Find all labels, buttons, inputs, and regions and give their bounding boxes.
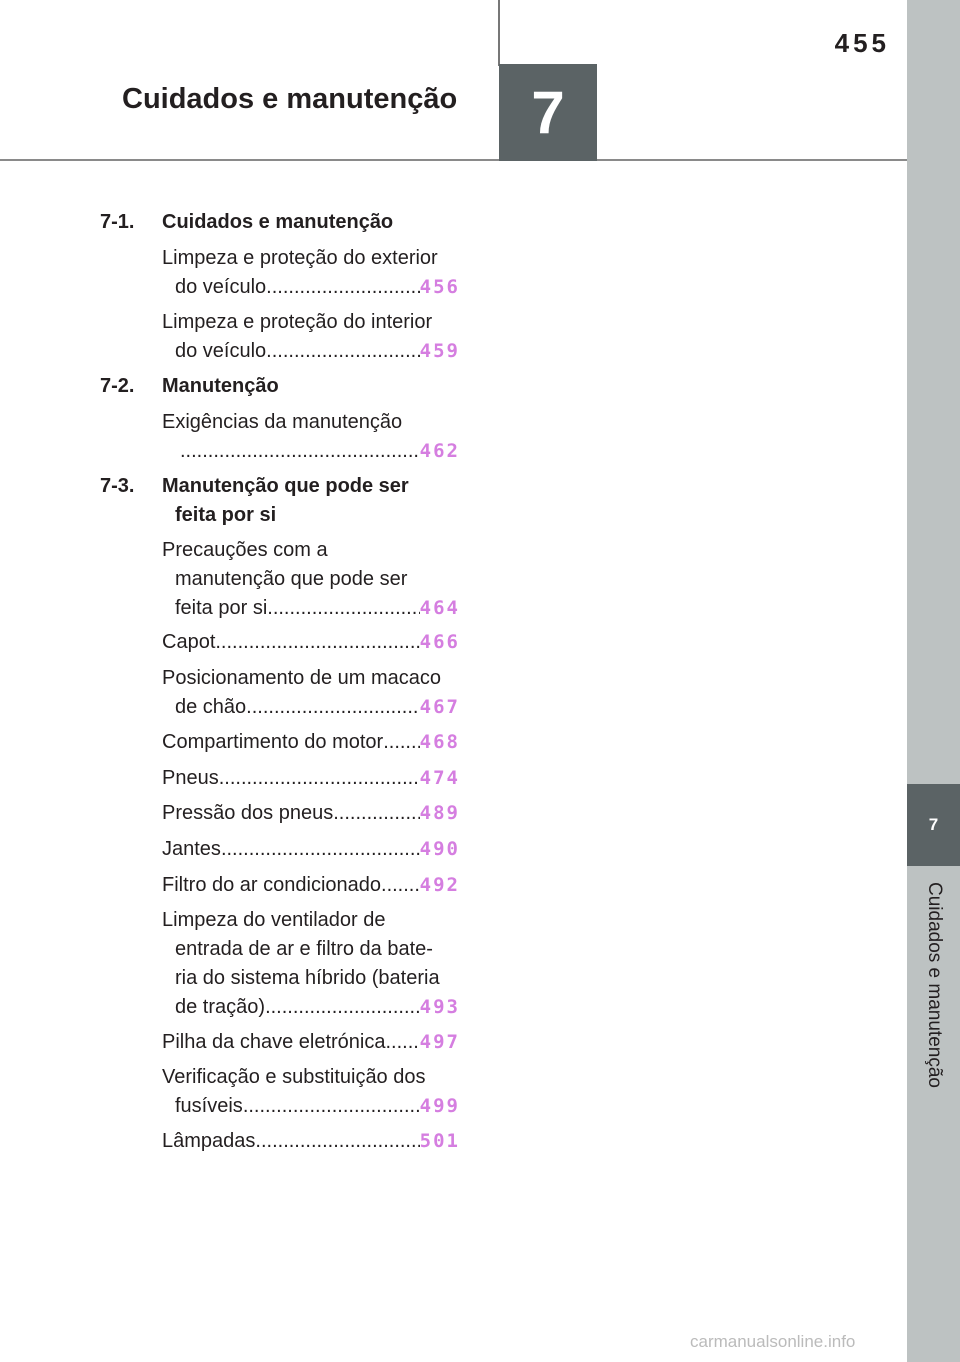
entry-text: entrada de ar e filtro da bate- — [175, 938, 433, 960]
entry-text: manutenção que pode ser — [175, 568, 408, 590]
entry-text: Filtro do ar condicionado — [162, 874, 382, 896]
page-ref[interactable]: 466 — [419, 631, 460, 653]
section-number: 7-1. — [100, 211, 135, 233]
dot-leader — [180, 437, 420, 466]
side-thumb-band — [907, 0, 960, 1362]
dot-leader — [266, 273, 420, 302]
dot-leader — [267, 594, 419, 623]
toc-entry-ventilador[interactable] — [162, 906, 460, 1022]
dot-leader — [333, 799, 419, 828]
page-ref[interactable]: 499 — [419, 1095, 460, 1117]
header-divider-horizontal — [0, 159, 907, 161]
side-tab-number: 7 — [928, 815, 939, 834]
page-ref[interactable]: 474 — [419, 767, 460, 789]
dot-leader — [221, 835, 420, 864]
page-ref[interactable]: 459 — [419, 340, 460, 362]
entry-text: do veículo — [175, 340, 267, 362]
section-title: Cuidados e manutenção — [162, 211, 394, 233]
page-ref[interactable]: 493 — [419, 996, 460, 1018]
toc-entry-pilha[interactable] — [162, 1028, 460, 1057]
chapter-number-box — [499, 64, 597, 161]
entry-text: de tração) — [175, 996, 266, 1018]
toc-entry-exigencias[interactable] — [162, 408, 460, 466]
toc-entry-macaco[interactable] — [162, 664, 460, 722]
toc-entry-exterior[interactable] — [162, 244, 460, 302]
page-ref[interactable]: 490 — [419, 838, 460, 860]
dot-leader — [265, 993, 420, 1022]
dot-leader — [243, 1092, 420, 1121]
page-ref[interactable]: 489 — [419, 802, 460, 824]
entry-text: Limpeza do ventilador de — [162, 909, 386, 931]
entry-text: Pilha da chave eletrónica — [162, 1031, 386, 1053]
entry-text: Compartimento do motor — [162, 731, 384, 753]
toc-entry-motor[interactable] — [162, 728, 460, 757]
toc-entry-pressao[interactable] — [162, 799, 460, 828]
dot-leader — [385, 1028, 419, 1057]
toc-entry-fusiveis[interactable] — [162, 1063, 460, 1121]
page-ref[interactable]: 456 — [419, 276, 460, 298]
entry-text: Pressão dos pneus — [162, 802, 334, 824]
side-chapter-label — [916, 882, 952, 1122]
entry-text: Precauções com a — [162, 539, 328, 561]
watermark: carmanualsonline.info — [690, 1332, 856, 1351]
entry-text: Posicionamento de um macaco — [162, 667, 442, 689]
entry-text: Capot — [162, 631, 216, 653]
page-ref[interactable]: 467 — [419, 696, 460, 718]
toc-entry-precaucoes[interactable] — [162, 536, 460, 623]
page-ref[interactable]: 462 — [419, 440, 460, 462]
page-ref[interactable]: 492 — [419, 874, 460, 896]
entry-text: do veículo — [175, 276, 267, 298]
dot-leader — [383, 728, 419, 757]
section-title — [162, 472, 452, 530]
entry-text: feita por si — [175, 597, 268, 619]
entry-text: Lâmpadas — [162, 1130, 256, 1152]
page-ref[interactable]: 464 — [419, 597, 460, 619]
page-number: 455 — [834, 28, 890, 58]
toc-entry-capot[interactable] — [162, 628, 460, 657]
entry-text: ria do sistema híbrido (bateria — [175, 967, 440, 989]
page-ref[interactable]: 501 — [419, 1130, 460, 1152]
toc-entry-lampadas[interactable] — [162, 1127, 460, 1156]
toc-entry-jantes[interactable] — [162, 835, 460, 864]
side-label-text: Cuidados e manutenção — [924, 882, 945, 1088]
page-ref[interactable]: 497 — [419, 1031, 460, 1053]
header-divider-vertical — [498, 0, 500, 66]
side-chapter-tab[interactable] — [907, 784, 960, 866]
toc-entry-interior[interactable] — [162, 308, 460, 366]
entry-text: de chão — [175, 696, 247, 718]
entry-text: Limpeza e proteção do interior — [162, 311, 433, 333]
section-title: Manutenção — [162, 375, 279, 397]
toc-entry-pneus[interactable] — [162, 764, 460, 793]
entry-text: Limpeza e proteção do exterior — [162, 247, 438, 269]
dot-leader — [219, 764, 420, 793]
entry-text: Exigências da manutenção — [162, 411, 403, 433]
toc-entry-filtro[interactable] — [162, 871, 460, 900]
chapter-number: 7 — [531, 79, 565, 146]
page-ref[interactable]: 468 — [419, 731, 460, 753]
section-title-line: Manutenção que pode ser — [162, 475, 409, 497]
dot-leader — [215, 628, 419, 657]
entry-text: Pneus — [162, 767, 219, 789]
dot-leader — [381, 871, 420, 900]
section-title-line: feita por si — [175, 504, 277, 526]
dot-leader — [255, 1127, 419, 1156]
entry-text: Verificação e substituição dos — [162, 1066, 426, 1088]
section-number: 7-2. — [100, 375, 135, 397]
chapter-title: Cuidados e manutenção — [122, 83, 458, 115]
entry-text: fusíveis — [175, 1095, 243, 1117]
section-number: 7-3. — [100, 475, 135, 497]
dot-leader — [246, 693, 420, 722]
dot-leader — [266, 337, 420, 366]
entry-text: Jantes — [162, 838, 221, 860]
